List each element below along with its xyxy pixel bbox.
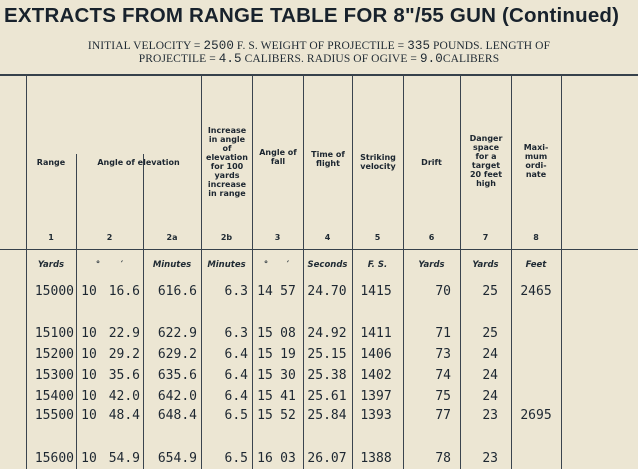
projectile-length-value: 4.5 — [218, 52, 242, 66]
table-cell-elev-min: 629.2 — [157, 347, 197, 362]
initial-velocity-value: 2500 — [203, 39, 234, 53]
table-cell-elev-min: 635.6 — [157, 368, 197, 383]
unit-time: Seconds — [307, 260, 348, 270]
table-cell-range: 15500 — [34, 408, 74, 423]
range-table — [0, 74, 638, 469]
column-number: 6 — [428, 233, 435, 242]
table-cell-range: 15400 — [34, 389, 74, 404]
header-increase-in-elevation: Increase in angle of elevation for 100 yards increase in range — [206, 126, 248, 198]
table-cell-fall-min: 57 — [280, 284, 296, 299]
column-number: 1 — [48, 233, 54, 242]
column-number: 2 — [106, 233, 113, 242]
table-cell-drift: 71 — [435, 326, 451, 341]
table-cell-increase: 6.3 — [224, 284, 248, 299]
column-divider — [561, 74, 562, 469]
unit-velocity: F. S. — [367, 260, 388, 270]
column-divider — [511, 74, 512, 469]
table-cell-time: 25.84 — [307, 408, 347, 423]
column-divider — [26, 74, 27, 469]
table-cell-fall-deg: 15 — [257, 347, 273, 362]
ogive-radius-label: CALIBERS. RADIUS OF OGIVE = — [244, 53, 418, 65]
table-cell-range: 15300 — [34, 368, 74, 383]
page-title: EXTRACTS FROM RANGE TABLE FOR 8"/55 GUN (Continued) — [4, 4, 620, 27]
table-cell-velocity: 1415 — [360, 284, 392, 299]
table-cell-fall-deg: 15 — [257, 326, 273, 341]
table-cell-deg: 10 — [81, 389, 97, 404]
table-cell-velocity: 1388 — [360, 451, 392, 466]
column-number: 8 — [533, 233, 539, 242]
header-danger-space: Danger space for a target 20 feet high — [469, 134, 503, 188]
table-cell-ordinate: 2465 — [520, 284, 552, 299]
table-cell-danger: 24 — [482, 389, 498, 404]
header-time-of-flight: Time of flight — [311, 150, 345, 168]
unit-minutes-symbol: ′ — [120, 260, 124, 270]
table-cell-velocity: 1402 — [360, 368, 392, 383]
table-cell-range: 15200 — [34, 347, 74, 362]
column-number: 7 — [482, 233, 489, 242]
unit-drift: Yards — [418, 260, 445, 270]
table-cell-min: 35.6 — [108, 368, 140, 383]
unit-minutes: Minutes — [152, 260, 192, 270]
unit-fall-minutes: ′ — [286, 260, 290, 270]
table-cell-deg: 10 — [81, 284, 97, 299]
table-cell-increase: 6.3 — [224, 326, 248, 341]
table-cell-danger: 25 — [482, 284, 498, 299]
table-cell-range: 15600 — [34, 451, 74, 466]
table-cell-fall-deg: 16 — [257, 451, 273, 466]
projectile-parameters — [0, 40, 638, 66]
table-cell-time: 24.70 — [307, 284, 347, 299]
table-cell-elev-min: 654.9 — [157, 451, 197, 466]
table-cell-danger: 24 — [482, 368, 498, 383]
table-cell-elev-min: 616.6 — [157, 284, 197, 299]
table-cell-deg: 10 — [81, 451, 97, 466]
table-cell-drift: 75 — [435, 389, 451, 404]
table-cell-fall-min: 41 — [280, 389, 296, 404]
table-cell-fall-deg: 14 — [257, 284, 273, 299]
table-cell-increase: 6.4 — [224, 347, 248, 362]
column-number: 5 — [374, 233, 381, 242]
unit-ordinate: Feet — [525, 260, 547, 270]
table-cell-time: 26.07 — [307, 451, 347, 466]
header-drift: Drift — [421, 158, 442, 167]
table-cell-elev-min: 648.4 — [157, 408, 197, 423]
table-cell-danger: 23 — [482, 451, 498, 466]
unit-danger: Yards — [472, 260, 499, 270]
table-cell-danger: 25 — [482, 326, 498, 341]
parameters-line-1 — [0, 40, 638, 53]
pounds-length-label: POUNDS. LENGTH OF — [433, 40, 551, 52]
initial-velocity-label: INITIAL VELOCITY = — [87, 40, 201, 52]
table-cell-drift: 78 — [435, 451, 451, 466]
table-cell-time: 25.38 — [307, 368, 347, 383]
table-cell-velocity: 1411 — [360, 326, 392, 341]
header-range: Range — [36, 158, 66, 167]
ogive-radius-value: 9.0 — [420, 52, 443, 66]
table-cell-drift: 70 — [435, 284, 451, 299]
projectile-length-label: PROJECTILE = — [138, 53, 216, 65]
table-cell-deg: 10 — [81, 408, 97, 423]
table-cell-velocity: 1393 — [360, 408, 392, 423]
column-number: 2b — [220, 233, 233, 242]
column-number: 3 — [274, 233, 281, 242]
table-cell-elev-min: 642.0 — [157, 389, 197, 404]
table-cell-min: 48.4 — [108, 408, 140, 423]
header-angle-of-fall: Angle of fall — [259, 148, 297, 166]
table-cell-fall-min: 19 — [280, 347, 296, 362]
unit-range: Yards — [37, 260, 65, 270]
table-cell-velocity: 1406 — [360, 347, 392, 362]
table-cell-velocity: 1397 — [360, 389, 392, 404]
column-divider — [252, 74, 253, 469]
table-cell-elev-min: 622.9 — [157, 326, 197, 341]
table-top-rule — [0, 74, 638, 76]
table-cell-range: 15000 — [34, 284, 74, 299]
table-cell-fall-deg: 15 — [257, 389, 273, 404]
table-cell-min: 16.6 — [108, 284, 140, 299]
table-cell-increase: 6.4 — [224, 368, 248, 383]
column-divider — [76, 154, 77, 469]
header-angle-of-elevation: Angle of elevation — [97, 158, 180, 167]
header-bottom-rule — [0, 249, 638, 250]
table-cell-danger: 24 — [482, 347, 498, 362]
table-cell-min: 29.2 — [108, 347, 140, 362]
header-maximum-ordinate: Maxi-mum ordi-nate — [523, 143, 549, 179]
table-cell-time: 25.15 — [307, 347, 347, 362]
table-cell-fall-deg: 15 — [257, 408, 273, 423]
table-cell-ordinate: 2695 — [520, 408, 552, 423]
table-cell-min: 54.9 — [108, 451, 140, 466]
unit-increase: Minutes — [207, 260, 246, 270]
table-cell-increase: 6.5 — [224, 408, 248, 423]
header-striking-velocity: Striking velocity — [360, 153, 396, 171]
table-cell-increase: 6.5 — [224, 451, 248, 466]
table-cell-deg: 10 — [81, 347, 97, 362]
column-divider — [201, 74, 202, 469]
table-cell-drift: 73 — [435, 347, 451, 362]
table-cell-range: 15100 — [34, 326, 74, 341]
column-number: 4 — [324, 233, 331, 242]
table-cell-deg: 10 — [81, 326, 97, 341]
table-cell-fall-min: 30 — [280, 368, 296, 383]
table-cell-time: 24.92 — [307, 326, 347, 341]
table-cell-fall-min: 08 — [280, 326, 296, 341]
table-cell-deg: 10 — [81, 368, 97, 383]
unit-degrees: ° — [95, 260, 101, 270]
unit-fall-degrees: ° — [263, 260, 269, 270]
table-cell-drift: 77 — [435, 408, 451, 423]
projectile-weight-label: F. S. WEIGHT OF PROJECTILE = — [236, 40, 405, 52]
table-cell-danger: 23 — [482, 408, 498, 423]
table-cell-drift: 74 — [435, 368, 451, 383]
column-divider — [143, 154, 144, 469]
table-cell-min: 42.0 — [108, 389, 140, 404]
table-cell-min: 22.9 — [108, 326, 140, 341]
projectile-weight-value: 335 — [407, 39, 431, 53]
column-number: 2a — [166, 233, 178, 242]
calibers-label: CALIBERS — [442, 53, 500, 65]
table-cell-fall-deg: 15 — [257, 368, 273, 383]
table-cell-fall-min: 03 — [280, 451, 296, 466]
table-cell-increase: 6.4 — [224, 389, 248, 404]
table-cell-time: 25.61 — [307, 389, 347, 404]
table-cell-fall-min: 52 — [280, 408, 296, 423]
parameters-line-2 — [0, 53, 638, 66]
